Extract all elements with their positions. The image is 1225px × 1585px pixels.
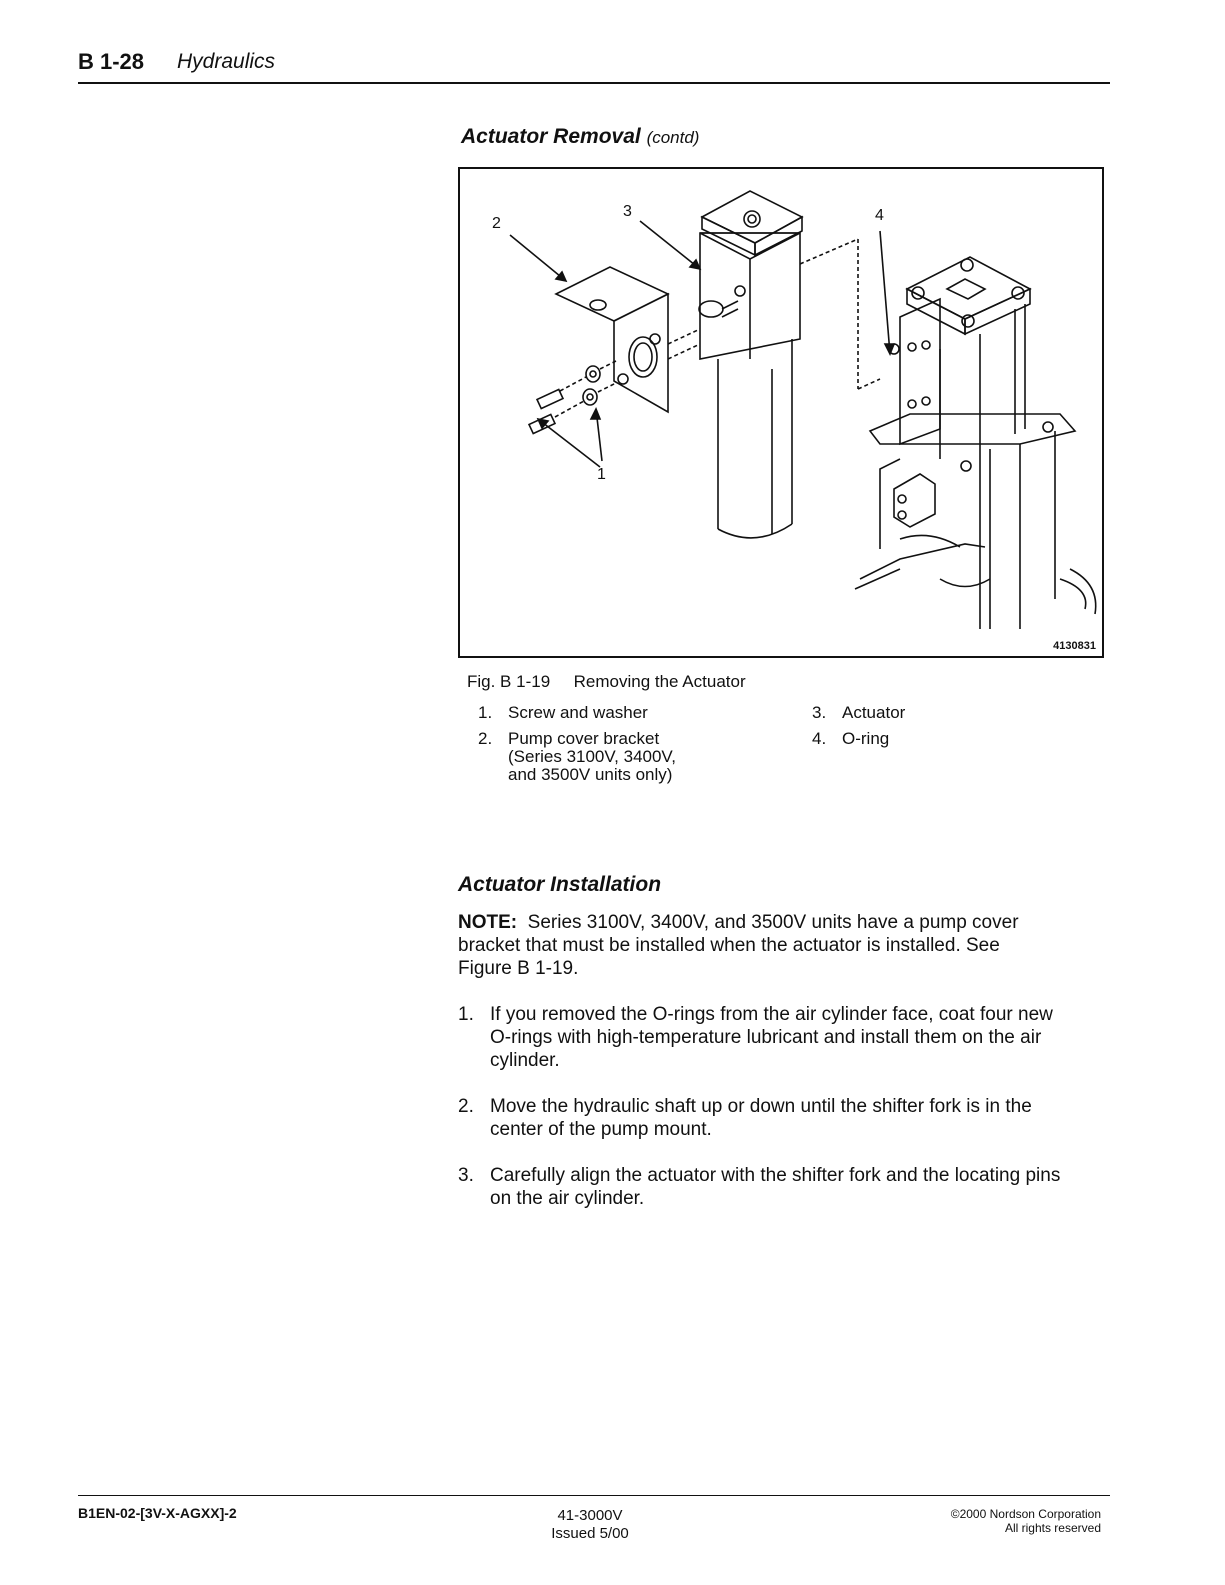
- step-item: 2. Move the hydraulic shaft up or down until the shifter fork is in the center of the pump mount.: [458, 1096, 1032, 1140]
- callout-1: 1: [597, 466, 606, 483]
- caption-text: Removing the Actuator: [573, 672, 746, 691]
- removal-heading: [461, 125, 699, 149]
- rights: All rights reserved: [1004, 1521, 1101, 1535]
- installation-title: Actuator Installation: [458, 873, 662, 896]
- callout-leaders: [510, 221, 894, 467]
- note-line: bracket that must be installed when the actuator is installed. See: [458, 935, 1000, 956]
- figure-id: 4130831: [1053, 640, 1096, 652]
- callout-3: 3: [623, 203, 632, 220]
- actuator-removal-diagram: [460, 169, 1102, 656]
- note-label: NOTE:: [458, 912, 518, 933]
- step-item: 3. Carefully align the actuator with the shifter fork and the locating pins on the air cylinder.: [458, 1165, 1061, 1209]
- part-number: 41-3000V: [557, 1507, 623, 1524]
- figure-frame: [458, 167, 1104, 658]
- removal-title: Actuator Removal: [461, 125, 641, 148]
- step-item: 1. If you removed the O-rings from the air cylinder face, coat four new O-rings with high-temperature lubricant and install them on the air cylinder.: [458, 1004, 1053, 1071]
- pump-cover-bracket: [556, 267, 668, 412]
- removal-subtitle: (contd): [646, 128, 700, 147]
- doc-code: B1EN-02-[3V-X-AGXX]-2: [78, 1505, 237, 1521]
- note-line: Figure B 1-19.: [458, 958, 579, 979]
- actuator: [668, 191, 880, 538]
- installation-steps: [458, 1003, 1108, 1233]
- footer-copyright: [951, 1507, 1101, 1535]
- footer-rule: [78, 1495, 1110, 1496]
- header-rule: [78, 82, 1110, 84]
- air-cylinder-assembly: [855, 257, 1096, 629]
- callout-4: 4: [875, 207, 884, 224]
- footer-center: [510, 1507, 670, 1543]
- note-line: Series 3100V, 3400V, and 3500V units have a pump cover: [527, 912, 1019, 933]
- callout-2: 2: [492, 215, 501, 232]
- figure-caption: [467, 672, 746, 692]
- installation-note: [458, 911, 1108, 980]
- copyright: ©2000 Nordson Corporation: [950, 1507, 1101, 1521]
- section-code: B 1-28: [78, 49, 145, 74]
- caption-label: Fig. B 1-19: [467, 672, 551, 691]
- chapter-title: Hydraulics: [177, 50, 276, 73]
- issue-date: Issued 5/00: [551, 1525, 629, 1542]
